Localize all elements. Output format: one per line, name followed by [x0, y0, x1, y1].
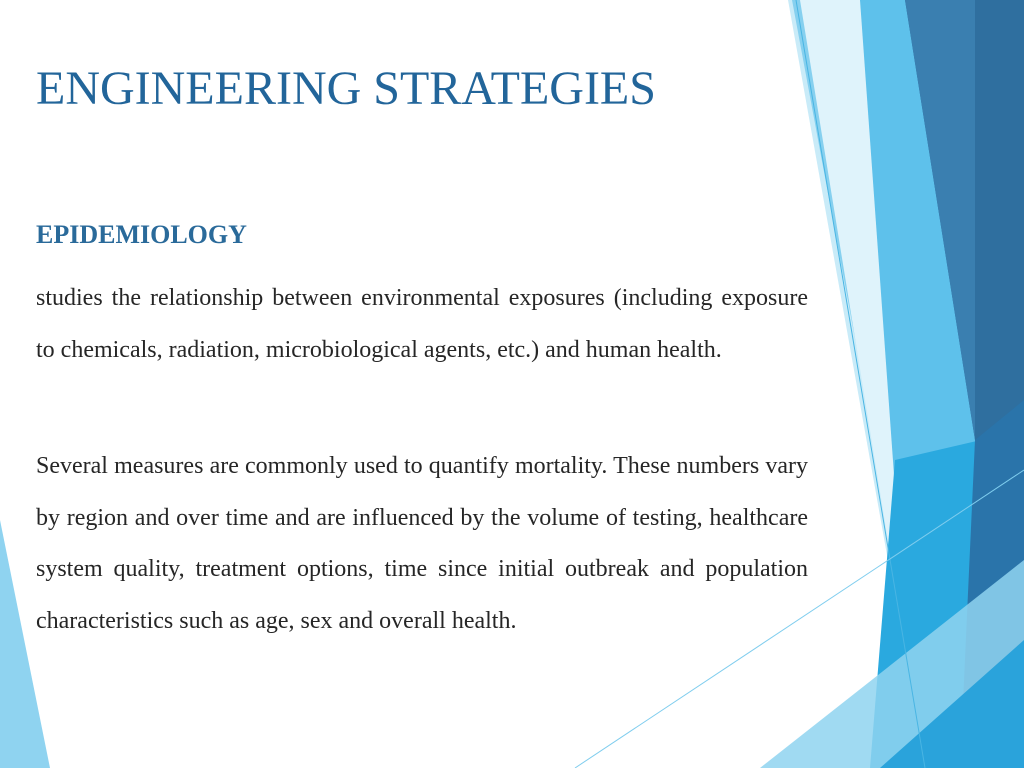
section-heading: EPIDEMIOLOGY: [36, 220, 247, 249]
body-paragraph-definition: studies the relationship between environmental exposures (including exposure to chemicals, radiation, microbiological agents, etc.) and human health.: [36, 285, 808, 363]
slide-title: ENGINEERING STRATEGIES: [36, 62, 656, 115]
body-paragraph-mortality: Several measures are commonly used to quantify mortality. These numbers vary by region and over time and are influenced by the volume of testing, healthcare system quality, treatment options, time since initial outbreak and population characteristics such as age, sex and overall health.: [36, 453, 808, 634]
